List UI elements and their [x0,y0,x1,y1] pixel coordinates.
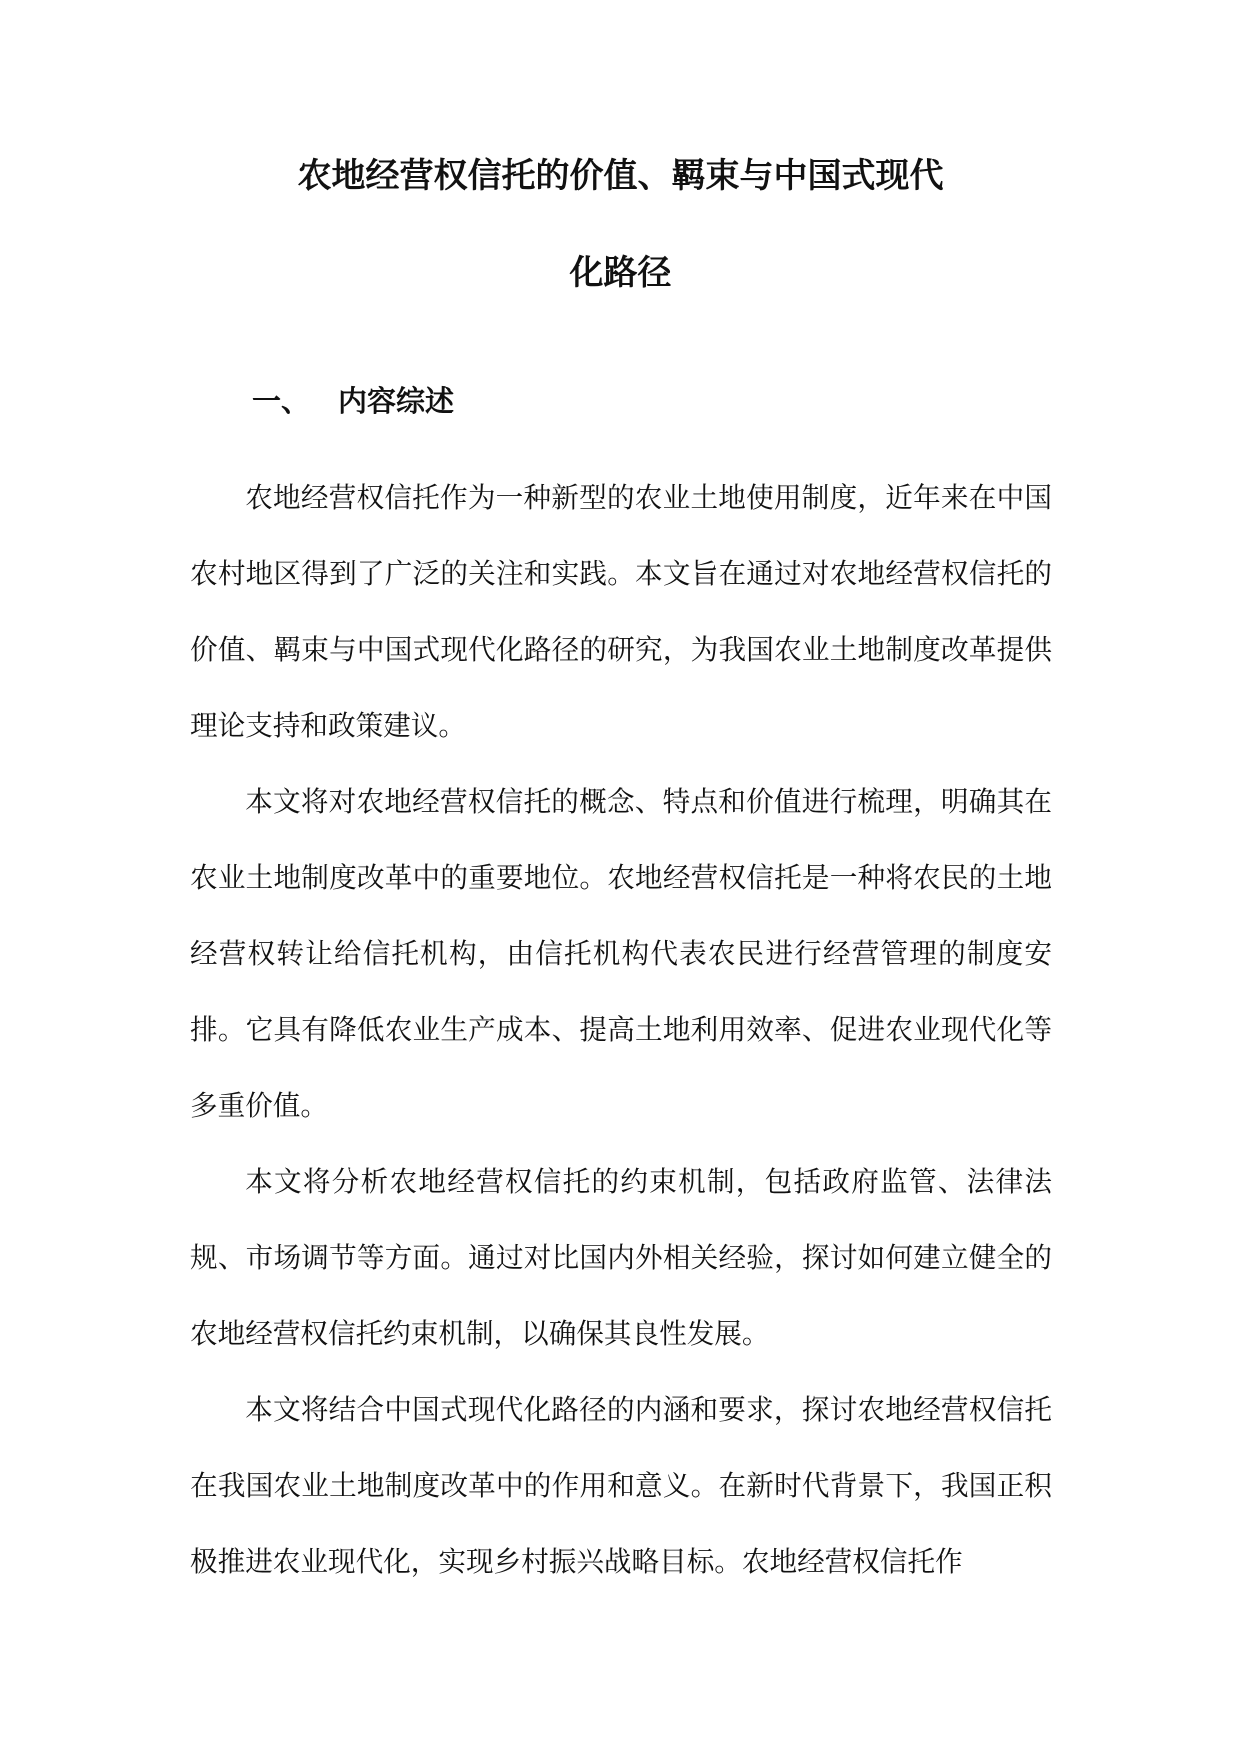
document-title-line-1: 农地经营权信托的价值、羁束与中国式现代 [297,156,944,196]
document-title-line-2: 化路径 [569,253,672,293]
section-number: 一、 [252,384,311,418]
section-heading [252,383,454,419]
paragraph: 本文将对农地经营权信托的概念、特点和价值进行梳理，明确其在农业土地制度改革中的重要地位。农地经营权信托是一种将农民的土地经营权转让给信托机构，由信托机构代表农民进行经营管理的制度安排。它具有降低农业生产成本、提高土地利用效率、促进农业现代化等多重价值。 [190,785,1052,1122]
body-text [190,460,1052,1600]
paragraph: 农地经营权信托作为一种新型的农业土地使用制度，近年来在中国农村地区得到了广泛的关注和实践。本文旨在通过对农地经营权信托的价值、羁束与中国式现代化路径的研究，为我国农业土地制度改革提供理论支持和政策建议。 [190,481,1052,742]
paragraph: 本文将结合中国式现代化路径的内涵和要求，探讨农地经营权信托在我国农业土地制度改革中的作用和意义。在新时代背景下，我国正积极推进农业现代化，实现乡村振兴战略目标。农地经营权信托作 [190,1393,1052,1578]
paragraph: 本文将分析农地经营权信托的约束机制，包括政府监管、法律法规、市场调节等方面。通过对比国内外相关经验，探讨如何建立健全的农地经营权信托约束机制，以确保其良性发展。 [190,1165,1052,1350]
section-title: 内容综述 [338,384,455,418]
